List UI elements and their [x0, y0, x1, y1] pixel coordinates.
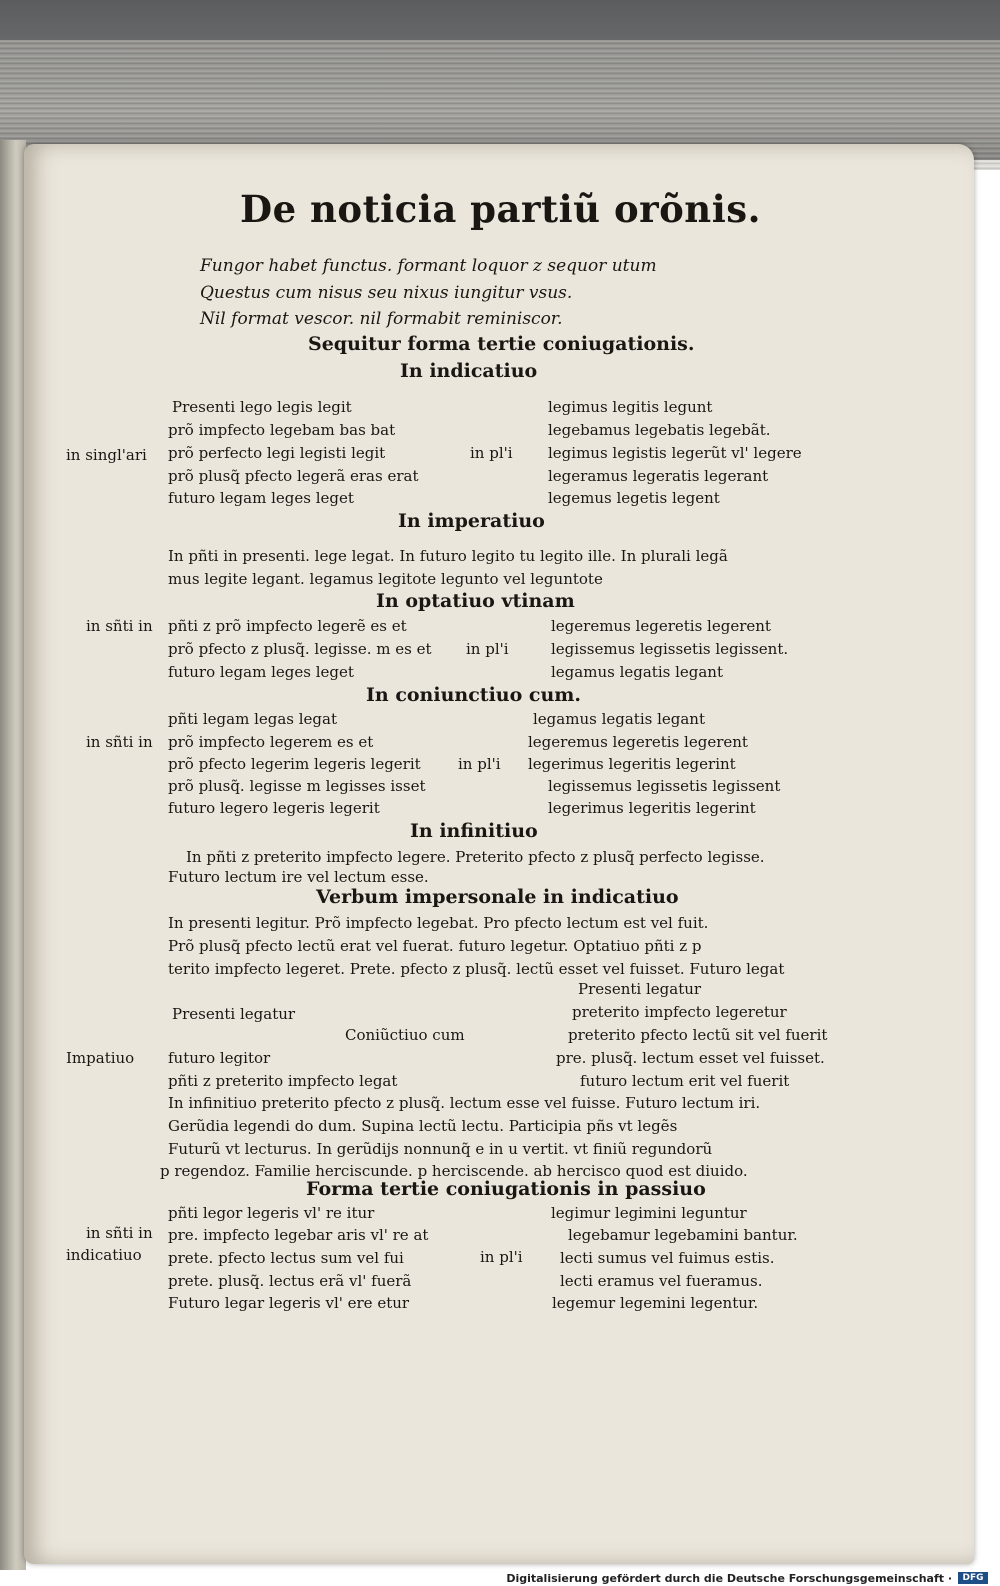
pass-right-2: legebamur legebamini bantur.	[568, 1226, 798, 1244]
inf-line-2: Futuro lectum ire vel lectum esse.	[168, 868, 429, 886]
coni-right-5: legerimus legeritis legerint	[548, 799, 756, 817]
impers-line-1: In presenti legitur. Prõ impfecto legebat. Pro pfecto lectum est vel fuit.	[168, 914, 709, 932]
opt-right-2: legissemus legissetis legissent.	[551, 640, 789, 658]
opt-side-plural: in pl'i	[466, 640, 509, 658]
impers-line2-4: p regendoz. Familie herciscunde. p herciscende. ab hercisco quod est diuido.	[160, 1162, 748, 1180]
impers-line-2: Prõ plusq̃ pfecto lectũ erat vel fuerat. futuro legetur. Optatiuo pñti z p	[168, 937, 702, 955]
ind-right-1: legimus legitis legunt	[548, 398, 713, 416]
heading-passivo: Forma tertie coniugationis in passiuo	[306, 1178, 706, 1200]
impers-imperativo-label: Impatiuo	[66, 1049, 135, 1067]
heading-optativo: In optatiuo vtinam	[376, 590, 575, 612]
ind-right-4: legeramus legeratis legerant	[548, 467, 769, 485]
verse-line-2: Questus cum nisus seu nixus iungitur vsus.	[200, 283, 573, 303]
opt-left-2: prõ pfecto z plusq̃. legisse. m es et	[168, 640, 432, 658]
impers-line-3: terito impfecto legeret. Prete. pfecto z plusq̃. lectũ esset vel fuisset. Futuro legat	[168, 960, 785, 978]
ind-right-3: legimus legistis legerũt vl' legere	[548, 444, 802, 462]
imp-line-2: mus legite legant. legamus legitote legunto vel leguntote	[168, 570, 603, 588]
impers-pnti-left: pñti z preterito impfecto legat	[168, 1072, 398, 1090]
coni-right-4: legissemus legissetis legissent	[548, 777, 781, 795]
heading-indicativo: In indicatiuo	[400, 360, 538, 382]
pass-left-2: pre. impfecto legebar aris vl' re at	[168, 1226, 429, 1244]
opt-left-3: futuro legam leges leget	[168, 663, 354, 681]
pass-right-1: legimur legimini leguntur	[551, 1204, 747, 1222]
coni-left-3: prõ pfecto legerim legeris legerit	[168, 755, 421, 773]
coni-right-3: legerimus legeritis legerint	[528, 755, 736, 773]
ind-right-2: legebamus legebatis legebãt.	[548, 421, 771, 439]
impers-futuro-left: futuro legitor	[168, 1049, 271, 1067]
impers-prete-plus: pre. plusq̃. lectum esset vel fuisset.	[556, 1049, 825, 1067]
pass-left-4: prete. plusq̃. lectus erã vl' fuerã	[168, 1272, 412, 1290]
verse-line-3: Nil format vescor. nil formabit reminiscor.	[200, 309, 563, 329]
side-label-singular: in singl'ari	[66, 446, 147, 464]
impers-coniunctivo-label: Coniũctiuo cum	[345, 1026, 465, 1044]
pass-right-5: legemur legemini legentur.	[552, 1294, 759, 1312]
pass-side-label-1: in sñti in	[86, 1224, 153, 1242]
impers-futuro-right: futuro lectum erit vel fuerit	[580, 1072, 790, 1090]
impers-line2-2: Gerũdia legendi do dum. Supina lectũ lectu. Participia pñs vt legẽs	[168, 1117, 678, 1135]
left-page-edge	[0, 140, 26, 1570]
side-label-plural: in pl'i	[470, 444, 513, 462]
coni-left-2: prõ impfecto legerem es et	[168, 733, 374, 751]
impers-preterito-pfecto: preterito pfecto lectũ sit vel fuerit	[568, 1026, 828, 1044]
opt-right-1: legeremus legeretis legerent	[551, 617, 771, 635]
ind-left-1: Presenti lego legis legit	[172, 398, 352, 416]
pass-left-1: pñti legor legeris vl' re itur	[168, 1204, 375, 1222]
opt-right-3: legamus legatis legant	[551, 663, 723, 681]
page-title: De noticia partiũ orõnis.	[240, 187, 761, 231]
opt-left-1: pñti z prõ impfecto legerẽ es et	[168, 617, 407, 635]
impers-presenti-right: Presenti legatur	[578, 980, 702, 998]
impers-presenti-left: Presenti legatur	[172, 1005, 296, 1023]
heading-impersonale: Verbum impersonale in indicatiuo	[316, 886, 679, 908]
coni-left-5: futuro legero legeris legerit	[168, 799, 380, 817]
coni-right-1: legamus legatis legant	[533, 710, 705, 728]
impers-line2-3: Futurũ vt lecturus. In gerũdijs nonnunq̃ e in u vertit. vt finiũ regundorũ	[168, 1140, 713, 1158]
pass-left-5: Futuro legar legeris vl' ere etur	[168, 1294, 410, 1312]
coni-left-1: pñti legam legas legat	[168, 710, 337, 728]
coni-side-label: in sñti in	[86, 733, 153, 751]
imp-line-1: In pñti in presenti. lege legat. In futuro legito tu legito ille. In plurali legã	[168, 547, 728, 565]
impers-line2-1: In infinitiuo preterito pfecto z plusq̃. lectum esse vel fuisse. Futuro lectum iri.	[168, 1094, 761, 1112]
heading-coniunctivo: In coniunctiuo cum.	[366, 684, 581, 706]
verse-line-1: Fungor habet functus. formant loquor z sequor utum	[200, 256, 657, 276]
pass-side-plural: in pl'i	[480, 1248, 523, 1266]
opt-side-label: in sñti in	[86, 617, 153, 635]
ind-right-5: legemus legetis legent	[548, 489, 720, 507]
pass-right-4: lecti eramus vel fueramus.	[560, 1272, 763, 1290]
ind-left-3: prõ perfecto legi legisti legit	[168, 444, 386, 462]
pass-side-label-2: indicatiuo	[66, 1246, 142, 1264]
coni-left-4: prõ plusq̃. legisse m legisses isset	[168, 777, 426, 795]
impers-preterito-right: preterito impfecto legeretur	[572, 1003, 787, 1021]
pass-right-3: lecti sumus vel fuimus estis.	[560, 1249, 775, 1267]
ind-left-4: prõ plusq̃ pfecto legerã eras erat	[168, 467, 419, 485]
heading-infinitivo: In infinitiuo	[410, 820, 538, 842]
pass-left-3: prete. pfecto lectus sum vel fui	[168, 1249, 404, 1267]
sequitur-heading: Sequitur forma tertie coniugationis.	[308, 333, 695, 355]
ind-left-2: prõ impfecto legebam bas bat	[168, 421, 396, 439]
coni-right-2: legeremus legeretis legerent	[528, 733, 748, 751]
dfg-logo: DFG	[958, 1572, 988, 1584]
funding-notice: Digitalisierung gefördert durch die Deutsche Forschungsgemeinschaft ·	[506, 1572, 952, 1585]
ind-left-5: futuro legam leges leget	[168, 489, 354, 507]
inf-line-1: In pñti z preterito impfecto legere. Preterito pfecto z plusq̃ perfecto legisse.	[186, 848, 765, 866]
heading-imperativo: In imperatiuo	[398, 510, 545, 532]
coni-side-plural: in pl'i	[458, 755, 501, 773]
